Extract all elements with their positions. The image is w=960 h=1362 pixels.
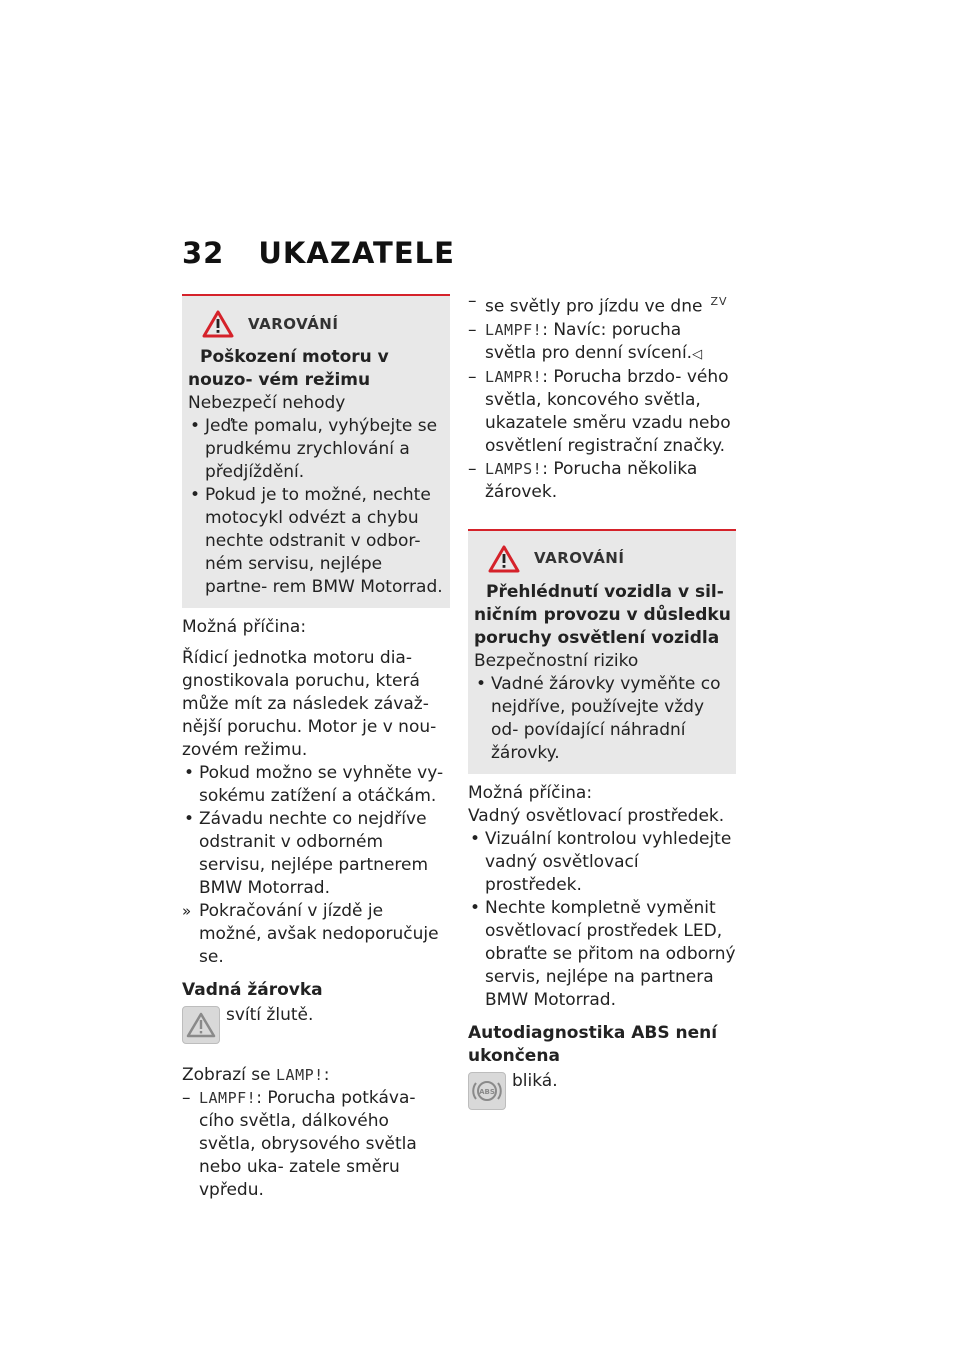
display-line [182,1064,450,1087]
lampf2-text: : Navíc: porucha světla pro denní svícení. [485,319,693,363]
warning-risk: Bezpečnostní riziko [474,650,639,671]
lamps-code: LAMPS! [485,459,543,478]
warning-bullet: • Vadné žárovky vyměňte co nejdříve, používejte vždy od- povídající náhradní žárovky. [474,673,731,765]
warning-triangle-icon [488,545,520,573]
abs-glyph [471,1075,503,1107]
warning-box-lighting [468,529,736,774]
lampf-text: : Porucha potkáva- cího světla, dálkového světla, obrysového světla nebo uka- zatele směru vpředu. [199,1088,417,1200]
lamps-text: : Porucha několika žárovek. [485,458,698,502]
cont-text: se světly pro jízdu ve dne [485,296,703,317]
abs-icon [468,1072,506,1110]
lamps-item [468,458,736,504]
lampf2-item [468,319,736,366]
warning-title: Přehlédnutí vozidla v sil- ničním provozu v důsledku poruchy osvětlení vozidla [474,581,731,648]
abs-icon-label: ABS [479,1087,495,1096]
result-item: » Pokračování v jízdě je možné, avšak nedoporučuje se. [182,900,450,969]
warning-triangle-icon [202,310,234,338]
cont-item [468,290,736,319]
lampr-code: LAMPR! [485,367,543,386]
action-item: • Nechte kompletně vyměnit osvětlovací prostředek LED, obraťte se přitom na odborný servis, nejlépe na partnera BMW Motorrad. [468,897,736,1012]
warning-label: VAROVÁNÍ [534,549,625,568]
warning-triangle-glyph [186,1012,216,1038]
warning-bullet: • Pokud je to možné, nechte motocykl odvézt a chybu nechte odstranit v odbor- ném servisu, nejlépe partne- rem BMW Motorrad. [188,484,445,599]
cause-text: Řídicí jednotka motoru dia- gnostikovala poruchu, která může mít za následek závaž- nější poruchu. Motor je v nou- zovém režimu. [182,648,437,760]
cause-label: Možná příčina: [468,782,593,803]
page-header [182,236,455,270]
warning-triangle-icon [182,1006,220,1044]
warning-box-engine [182,294,450,608]
right-column [468,290,736,1110]
end-mark-icon: ◁ [692,346,703,362]
bulb-indicator-text: svítí žlutě. [226,1005,314,1025]
abs-heading: Autodiagnostika ABS není ukončena [468,1022,718,1066]
cause-text: Vadný osvětlovací prostředek. [468,805,725,826]
action-item: • Závadu nechte co nejdříve odstranit v odborném servisu, nejlépe partnerem BMW Motorrad. [182,808,450,900]
abs-indicator-text: bliká. [512,1070,558,1091]
warning-title: Poškození motoru v nouzo- vém režimu [188,347,389,390]
warning-risk: Nebezpečí nehody [188,393,346,413]
warning-bullet: • Jeďte pomalu, vyhýbejte se prudkému zrychlování a předjíždění. [188,415,445,484]
warning-header [202,310,445,338]
left-column [182,294,450,1202]
cont-sup: ZV [710,295,728,308]
action-item: • Vizuální kontrolou vyhledejte vadný osvětlovací prostředek. [468,828,736,897]
warning-header [488,545,731,573]
action-item: • Pokud možno se vyhněte vy- sokému zatížení a otáčkám. [182,762,450,808]
display-prefix: Zobrazí se [182,1065,271,1085]
abs-indicator [468,1070,736,1110]
lampf2-code: LAMPF! [485,320,543,339]
bulb-heading: Vadná žárovka [182,980,323,1000]
lampf-code: LAMPF! [199,1089,257,1107]
warning-label: VAROVÁNÍ [248,314,339,333]
display-code: LAMP! [276,1066,324,1084]
lampr-text: : Porucha brzdo- vého světla, koncového světla, ukazatele směru vzadu nebo osvětlení registrační značky. [485,366,731,456]
display-suffix: : [323,1065,330,1085]
lampr-item [468,366,736,458]
section-title: UKAZATELE [258,236,455,270]
page-number: 32 [182,236,225,270]
bulb-indicator [182,1004,450,1044]
lampf-item [182,1087,450,1202]
cause-label: Možná příčina: [182,617,307,637]
